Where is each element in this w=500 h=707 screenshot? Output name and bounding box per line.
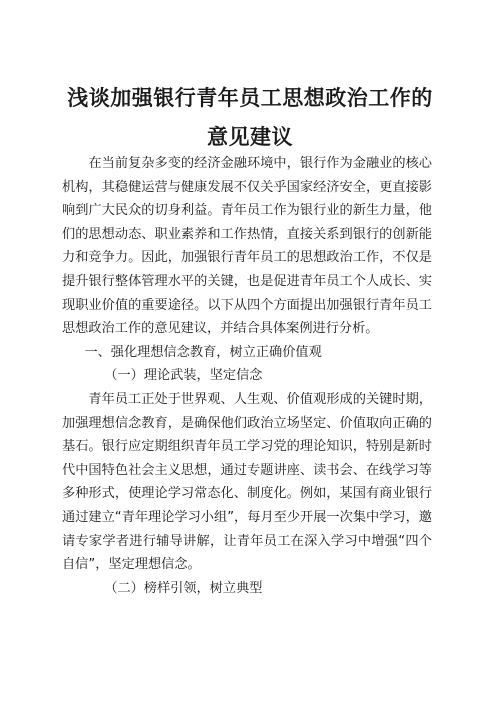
body-paragraph: 青年员工正处于世界观、人生观、价值观形成的关键时期，加强理想信念教育，是确保他们政治立场坚定、价值取向正确的基石。银行应定期组织青年员工学习党的理论知识，特别是新时代中国特色社会主义思想，通过专题讲座、读书会、在线学习等多种形式，使理论学习常态化、制度化。例如，某国有商业银行通过建立“青年理论学习小组”，每月至少开展一次集中学习，邀请专家学者进行辅导讲解，让青年员工在深入学习中增强“四个自信”，坚定理想信念。 [62,391,432,573]
document-title-line1: 浅谈加强银行青年员工思想政治工作的 [67,86,433,110]
subsection-heading-2: （二）榜样引领，树立典型 [104,580,263,596]
intro-paragraph: 在当前复杂多变的经济金融环境中，银行作为金融业的核心机构，其稳健运营与健康发展不仅关乎国家经济安全，更直接影响到广大民众的切身利益。青年员工作为银行业的新生力量，他们的思想动态、职业素养和工作热情，直接关系到银行的创新能力和竞争力。因此，加强银行青年员工的思想政治工作，不仅是提升银行整体管理水平的关键，也是促进青年员工个人成长、实现职业价值的重要途径。以下从四个方面提出加强银行青年员工思想政治工作的意见建议，并结合具体案例进行分析。 [62,156,432,337]
section-heading-1: 一、强化理想信念教育，树立正确价值观 [84,344,322,360]
document-title-line2: 意见建议 [207,125,293,149]
subsection-heading-1: （一）理论武装，坚定信念 [104,368,263,384]
document-body [62,152,432,600]
